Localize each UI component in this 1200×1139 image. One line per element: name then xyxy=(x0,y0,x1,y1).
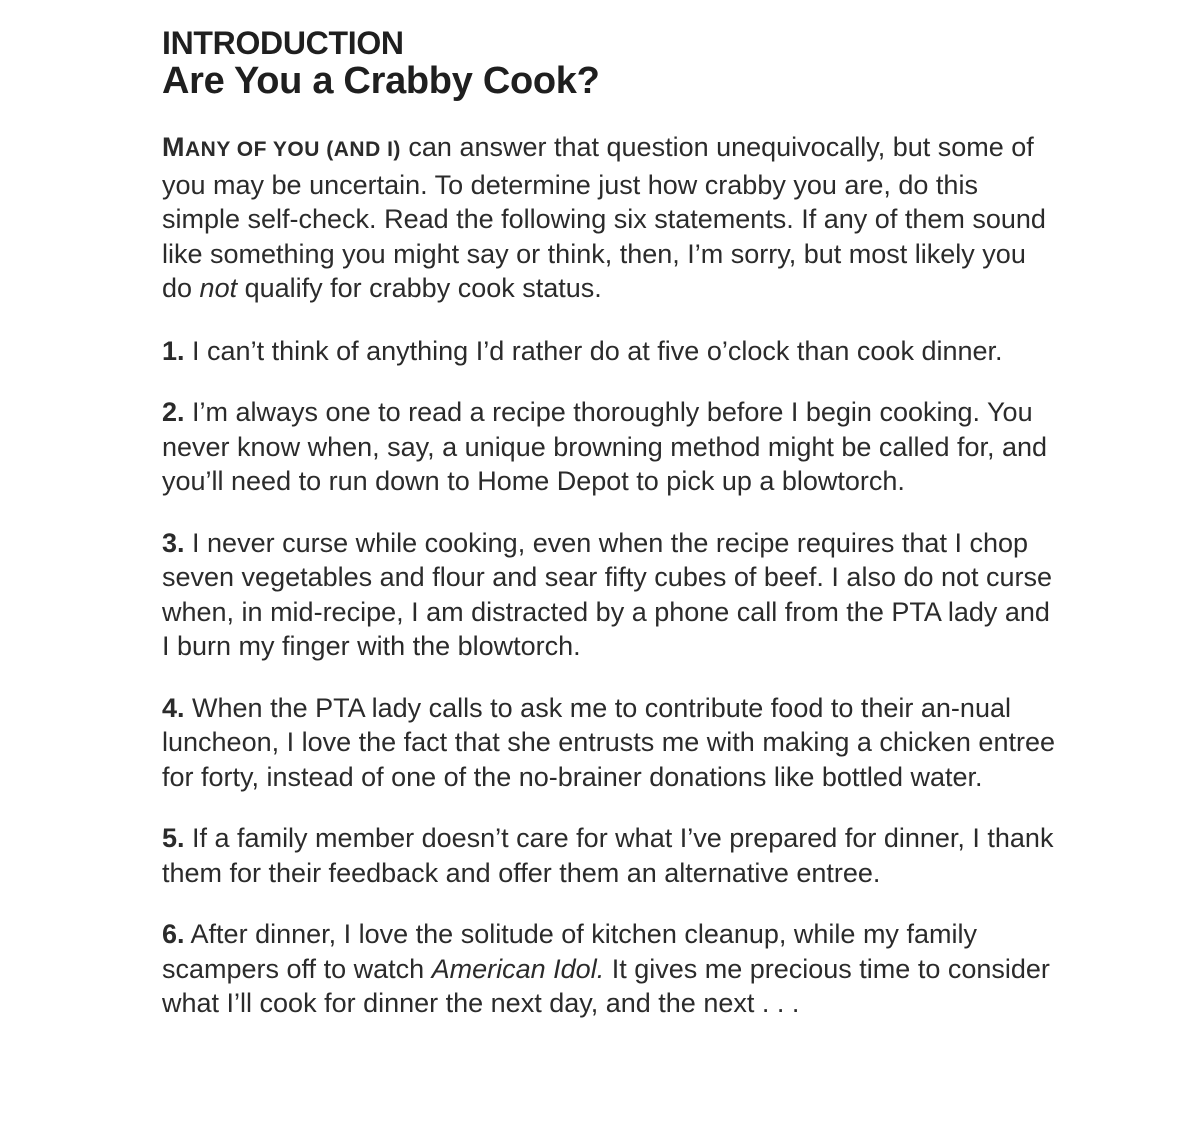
statement-number: 1. xyxy=(162,335,185,366)
intro-emphasis: not xyxy=(199,273,238,303)
intro-text-2: qualify for crabby cook status. xyxy=(237,273,602,303)
statement-number: 6. xyxy=(162,919,185,949)
statement-text-1: After dinner, I love the solitude of kitchen cleanup, while my family scampers off to watch xyxy=(162,919,977,984)
statement-5 xyxy=(162,821,1062,890)
statement-text-2: It gives me precious time to consider what I’ll cook for dinner the next day, and the next . . . xyxy=(162,953,1050,1018)
intro-text-1: can answer that question unequivocally, but some of you may be uncertain. To determine just how crabby you are, do this simple self-check. Read the following six statements. If any of them sound like something you might say or think, then, I’m sorry, but most likely you do xyxy=(162,132,1046,303)
section-label: INTRODUCTION xyxy=(162,25,404,61)
statement-1 xyxy=(162,334,1062,369)
statement-3 xyxy=(162,526,1062,664)
page-content xyxy=(162,24,1062,1048)
statement-text: I never curse while cooking, even when the recipe requires that I chop seven vegetables and flour and sear fifty cubes of beef. I also do not curse when, in mid-recipe, I am distracted by a phone call from the PTA lady and I burn my finger with the blowtorch. xyxy=(162,527,1053,661)
intro-paragraph xyxy=(162,130,1062,306)
statement-emphasis: American Idol. xyxy=(431,953,605,984)
statement-text: If a family member doesn’t care for what I’ve prepared for dinner, I thank them for their feedback and offer them an alternative entree. xyxy=(162,823,1054,888)
statement-number: 4. xyxy=(162,692,185,723)
statement-text: I can’t think of anything I’d rather do at five o’clock than cook dinner. xyxy=(184,335,1003,366)
statement-text: I’m always one to read a recipe thoroughly before I begin cooking. You never know when, say, a unique browning method might be called for, and you’ll need to run down to Home Depot to pick up a blowtorch. xyxy=(162,397,1048,496)
statement-4 xyxy=(162,691,1062,795)
statement-6 xyxy=(162,917,1062,1021)
statement-text: When the PTA lady calls to ask me to contribute food to their an-nual luncheon, I love the fact that she entrusts me with making a chicken entree for forty, instead of one of the no-brainer donations like bottled water. xyxy=(162,692,1055,792)
statement-number: 2. xyxy=(162,397,185,427)
statement-2 xyxy=(162,395,1062,499)
page-title: Are You a Crabby Cook? xyxy=(162,60,600,102)
statement-number: 3. xyxy=(162,527,185,558)
lead-in: MANY OF YOU (AND I) xyxy=(162,132,401,162)
statement-number: 5. xyxy=(162,823,185,853)
